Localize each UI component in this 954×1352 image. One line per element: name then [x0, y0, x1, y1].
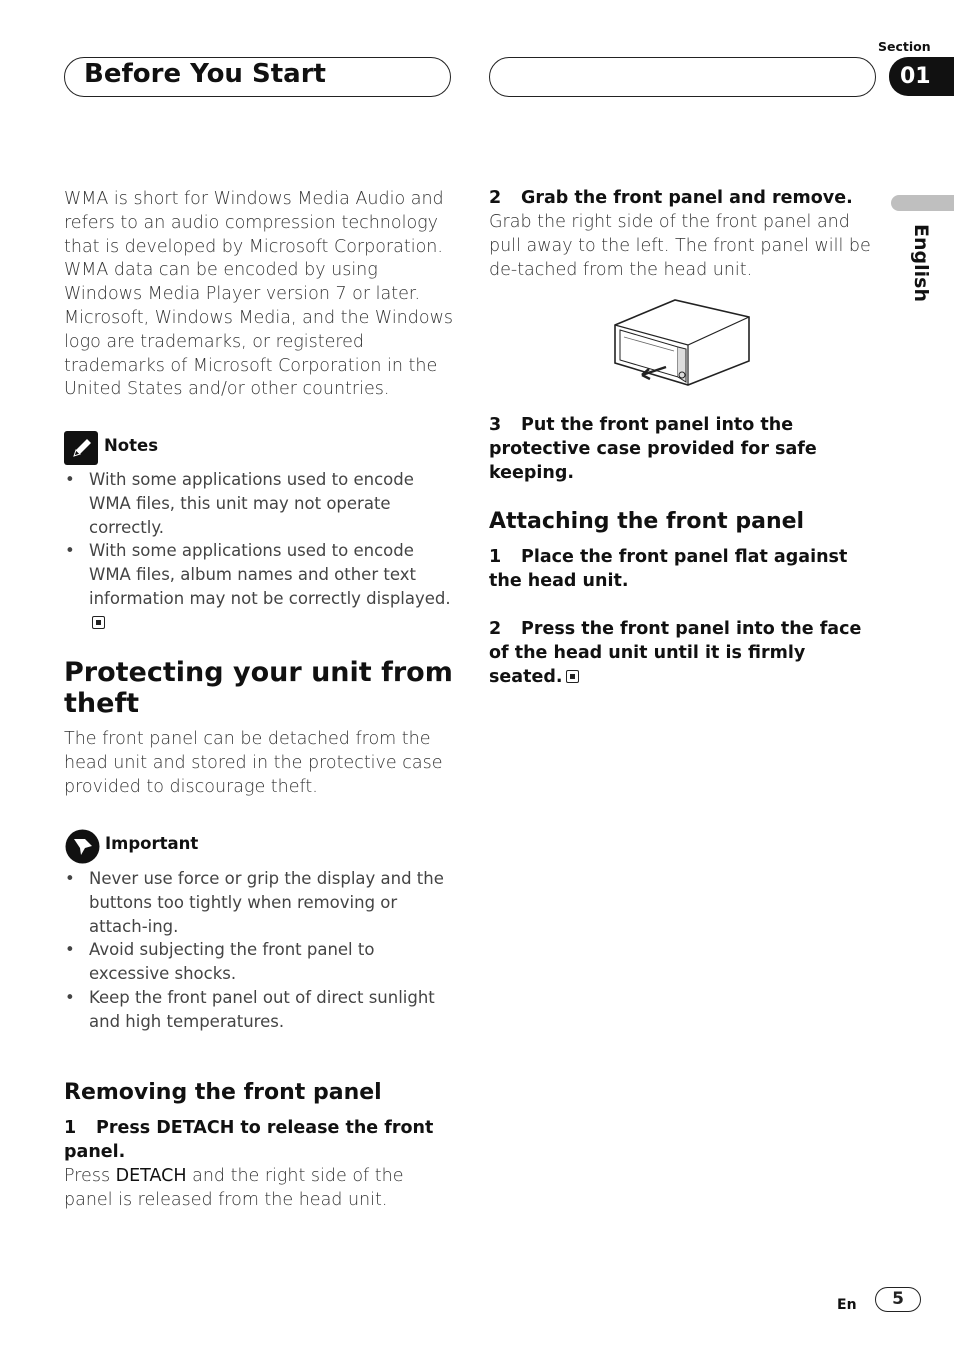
- notes-label: Notes: [104, 436, 159, 455]
- language-tab: [891, 195, 954, 211]
- page-number: 5: [875, 1287, 921, 1312]
- detach-illustration: [612, 297, 752, 389]
- list-item: • With some applications used to encode WMA files, album names and other text information may not be correctly displayed.: [64, 539, 456, 634]
- section-label: Section: [878, 39, 931, 54]
- list-item: • Avoid subjecting the front panel to excessive shocks.: [64, 938, 456, 986]
- left-column: [64, 188, 454, 402]
- language-label: English: [910, 224, 932, 302]
- section-number: 01: [889, 57, 954, 96]
- notes-icon: [64, 431, 98, 465]
- wma-paragraph-1: WMA is short for Windows Media Audio and refers to an audio compression technology that is developed by Microsoft Corporation. WMA data can be encoded by using Windows Media Player version 7 or later.: [64, 189, 444, 305]
- list-item: • Keep the front panel out of direct sunlight and high temperatures.: [64, 986, 456, 1034]
- list-item: • Never use force or grip the display and the buttons too tightly when removing or attach-ing.: [64, 867, 456, 938]
- list-item: • With some applications used to encode WMA files, this unit may not operate correctly.: [64, 468, 456, 539]
- removing-heading: Removing the front panel: [64, 1080, 382, 1105]
- attaching-heading: Attaching the front panel: [489, 509, 805, 534]
- header-blank-frame: [489, 57, 876, 97]
- wma-paragraph-2: Microsoft, Windows Media, and the Windows logo are trademarks, or registered trademarks of Microsoft Corporation in the United States and/or other countries.: [64, 307, 454, 400]
- important-label: Important: [105, 834, 199, 853]
- protect-heading: Protecting your unit from theft: [64, 657, 453, 719]
- footer-lang: En: [837, 1297, 857, 1313]
- end-mark-icon: [566, 670, 579, 683]
- protect-body: The front panel can be detached from the head unit and stored in the protective case provided to discourage theft.: [64, 729, 443, 797]
- step-3-heading: 3 Put the front panel into the protective case provided for safe keeping.: [489, 415, 817, 483]
- attaching-step-1: 1 Place the front panel flat against the head unit.: [489, 547, 848, 591]
- step-2-body: Grab the right side of the front panel and pull away to the left. The front panel will be de-tached from the head unit.: [489, 212, 871, 280]
- important-icon: [65, 829, 100, 864]
- notes-list: [64, 468, 456, 635]
- step-2-heading: 2 Grab the front panel and remove.: [489, 188, 853, 208]
- end-mark-icon: [92, 616, 105, 629]
- page-title: Before You Start: [84, 59, 326, 89]
- removing-step-1: 1 Press DETACH to release the front panel.: [64, 1118, 434, 1162]
- removing-step-1-body: Press DETACH and the right side of the panel is released from the head unit.: [64, 1166, 404, 1210]
- important-list: [64, 867, 456, 1034]
- attaching-step-2: 2 Press the front panel into the face of the head unit until it is firmly seated.: [489, 619, 862, 687]
